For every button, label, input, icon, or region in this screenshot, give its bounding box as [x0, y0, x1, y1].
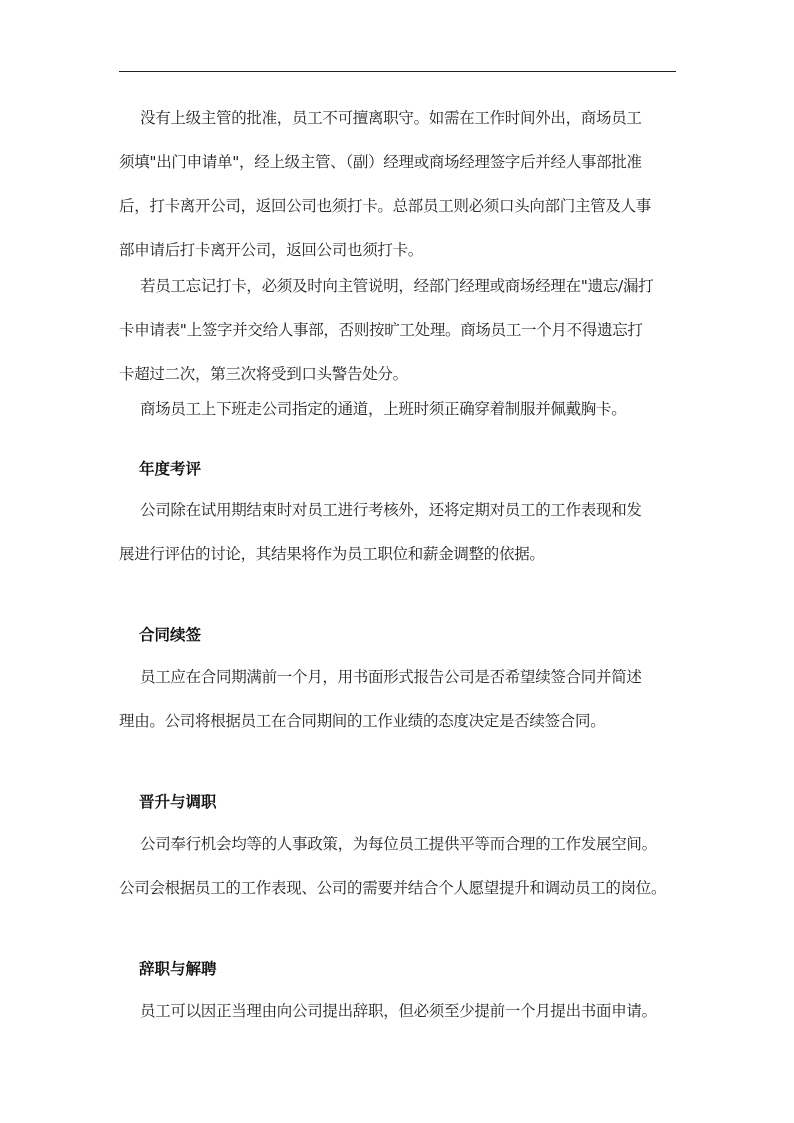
- paragraph-uniform: [119, 387, 679, 431]
- text-line: 部申请后打卡离开公司，返回公司也须打卡。: [119, 241, 424, 259]
- section-body-annual-review: [119, 488, 679, 576]
- text-line: 商场员工上下班走公司指定的通道，上班时须正确穿着制服并佩戴胸卡。: [140, 400, 627, 418]
- text-line: 公司奉行机会均等的人事政策，为每位员工提供平等而合理的工作发展空间。: [140, 835, 657, 853]
- section-body-resignation-dismissal: [119, 989, 679, 1033]
- text-line: 卡申请表"上签字并交给人事部，否则按旷工处理。商场员工一个月不得遗忘打: [119, 321, 643, 339]
- text-line: 没有上级主管的批准，员工不可擅离职守。如需在工作时间外出，商场员工: [140, 109, 642, 127]
- text-line: 卡超过二次，第三次将受到口头警告处分。: [119, 365, 408, 383]
- text-line: 展进行评估的讨论，其结果将作为员工职位和薪金调整的依据。: [119, 545, 545, 563]
- section-heading-contract-renewal: 合同续签: [139, 626, 202, 644]
- section-heading-annual-review: 年度考评: [139, 460, 202, 478]
- text-line: 公司会根据员工的工作表现、公司的需要并结合个人愿望提升和调动员工的岗位。: [119, 879, 667, 897]
- section-heading-resignation-dismissal: 辞职与解聘: [139, 960, 217, 978]
- section-heading-promotion-transfer: 晋升与调职: [139, 793, 217, 811]
- text-line: 员工可以因正当理由向公司提出辞职，但必须至少提前一个月提出书面申请。: [140, 1002, 657, 1020]
- text-line: 公司除在试用期结束时对员工进行考核外，还将定期对员工的工作表现和发: [140, 501, 642, 519]
- paragraph-forgot-clock-in: [119, 264, 679, 396]
- text-line: 若员工忘记打卡，必须及时向主管说明，经部门经理或商场经理在"遗忘/漏打: [140, 277, 654, 295]
- text-line: 员工应在合同期满前一个月，用书面形式报告公司是否希望续签合同并简述: [140, 668, 642, 686]
- section-body-promotion-transfer: [119, 822, 679, 910]
- section-body-contract-renewal: [119, 655, 679, 743]
- paragraph-leave-permission: [119, 96, 679, 272]
- header-rule: [119, 71, 676, 72]
- text-line: 后，打卡离开公司，返回公司也须打卡。总部员工则必须口头向部门主管及人事: [119, 197, 652, 215]
- text-line: 须填"出门申请单"，经上级主管、（副）经理或商场经理签字后并经人事部批准: [119, 153, 642, 171]
- text-line: 理由。公司将根据员工在合同期间的工作业绩的态度决定是否续签合同。: [119, 712, 606, 730]
